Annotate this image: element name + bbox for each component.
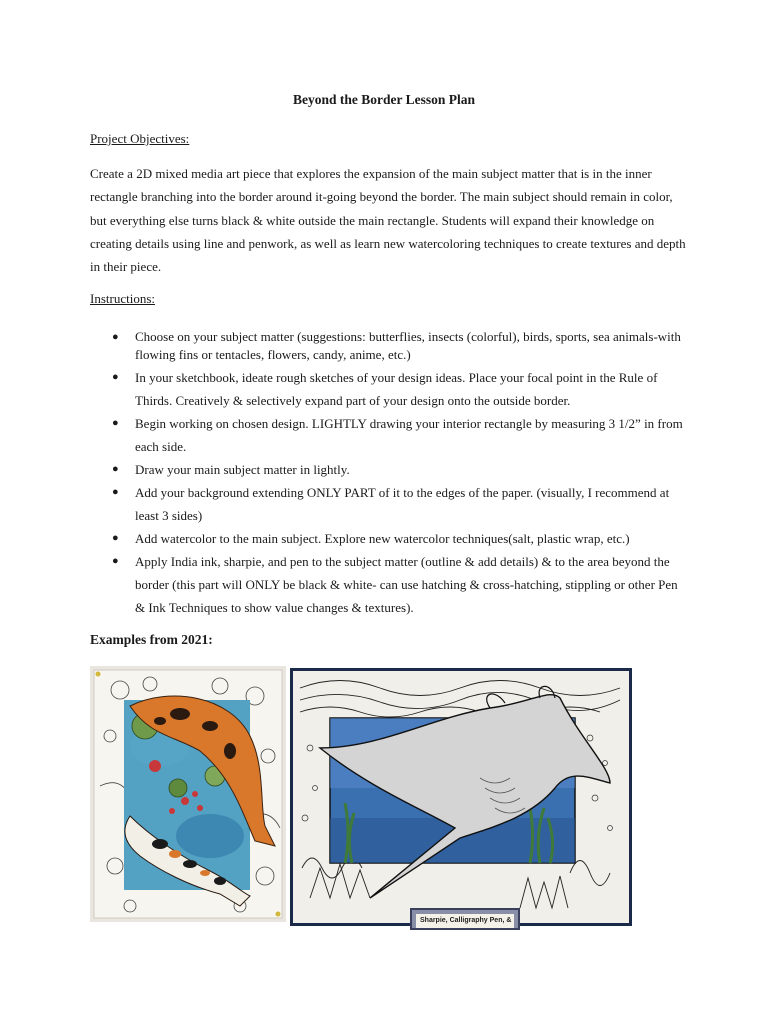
bullet-icon: ● (112, 486, 119, 498)
list-item (90, 366, 690, 412)
list-item (90, 481, 690, 527)
examples-heading: Examples from 2021: (90, 632, 213, 647)
list-item (90, 328, 690, 364)
list-item-text: Draw your main subject matter in lightly. (135, 462, 350, 477)
list-item-text: Add your background extending ONLY PART of it to the edges of the paper. (visually, I recommend at least 3 sides) (135, 485, 670, 523)
bullet-icon: ● (112, 417, 119, 429)
objectives-label: Project Objectives: (90, 131, 190, 146)
page-title: Beyond the Border Lesson Plan (292, 92, 476, 107)
instructions-list (90, 328, 690, 619)
list-item (90, 412, 690, 458)
list-item (90, 550, 690, 619)
objectives-paragraph: Create a 2D mixed media art piece that explores the expansion of the main subject matter that is in the inner rectangle branching into the border around it-going beyond the border. The main subject should remain in color, but everything else turns black & white outside the main rectangle. Students will expand their knowledge on creating details using line and penwork, as well as learn new watercoloring techniques to create textures and depth in their piece. (90, 166, 686, 275)
list-item-text: Begin working on chosen design. LIGHTLY drawing your interior rectangle by measuring 3 1/2” in from each side. (135, 416, 683, 454)
bullet-icon: ● (112, 331, 119, 343)
manta-ray-artwork-photo (290, 668, 632, 926)
bullet-icon: ● (112, 555, 119, 567)
artwork-caption-plate (410, 908, 520, 930)
bullet-icon: ● (112, 463, 119, 475)
list-item-text: Apply India ink, sharpie, and pen to the subject matter (outline & add details) & to the area beyond the border (this part will ONLY be black & white- can use hatching & cross-hatching, stippling or other Pen & Ink Techniques to show value changes & textures). (135, 554, 678, 615)
instructions-label: Instructions: (90, 291, 155, 306)
koi-artwork-photo (90, 666, 286, 922)
list-item-text: Choose on your subject matter (suggestions: butterflies, insects (colorful), birds, sports, sea animals-with flowing fins or tentacles, flowers, candy, anime, etc.) (135, 329, 681, 362)
list-item (90, 458, 690, 481)
list-item-text: In your sketchbook, ideate rough sketches of your design ideas. Place your focal point in the Rule of Thirds. Creatively & selectively expand part of your design onto the outside border. (135, 370, 658, 408)
bullet-icon: ● (112, 371, 119, 383)
caption-plate-text: Sharpie, Calligraphy Pen, & (416, 914, 514, 928)
bullet-icon: ● (112, 532, 119, 544)
list-item-text: Add watercolor to the main subject. Explore new watercolor techniques(salt, plastic wrap, etc.) (135, 531, 630, 546)
list-item (90, 527, 690, 550)
